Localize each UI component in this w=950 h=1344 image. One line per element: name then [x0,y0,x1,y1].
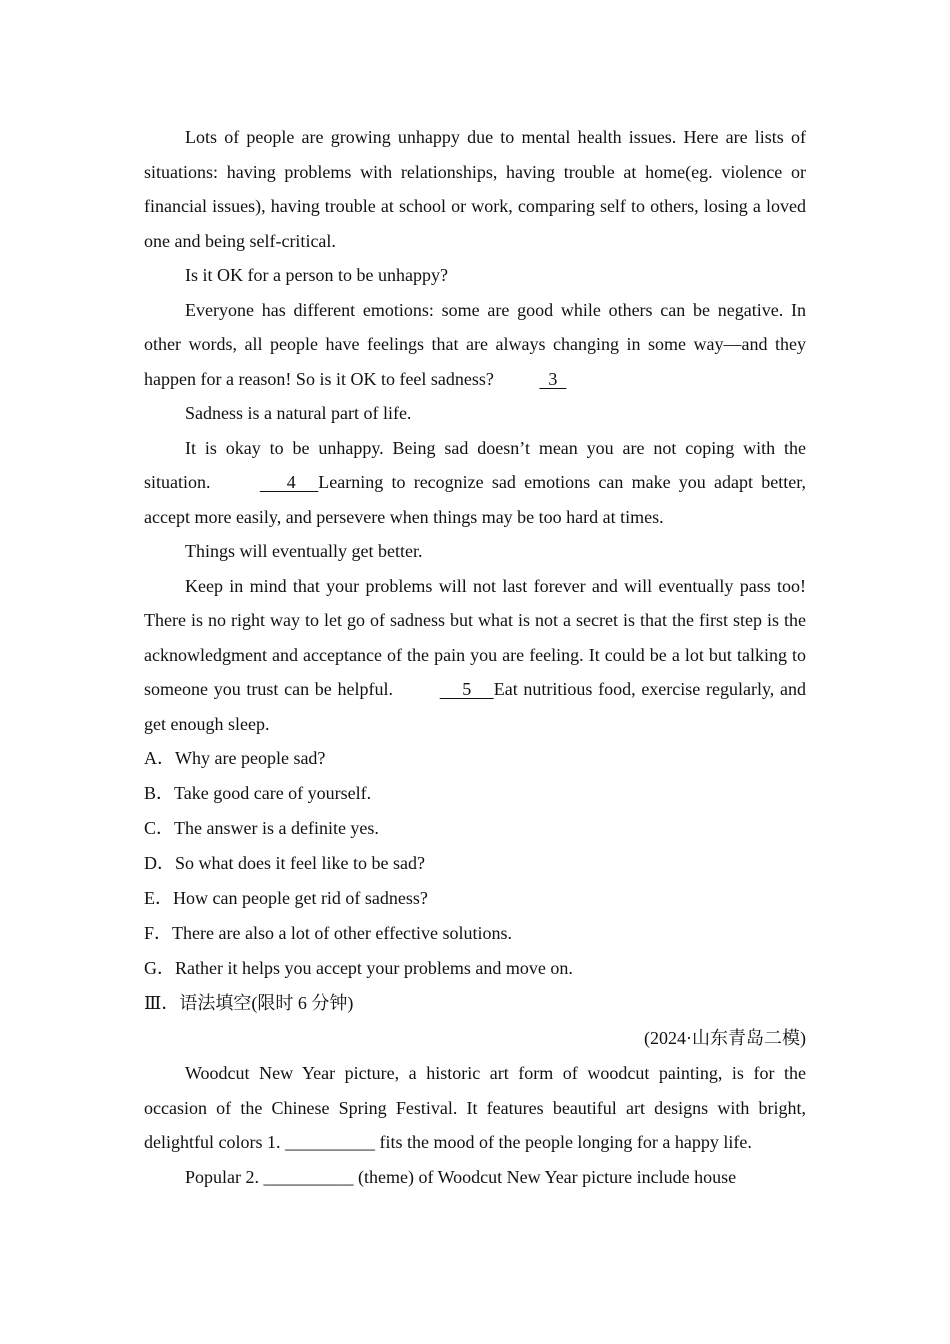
blank-3: 3 [539,368,567,389]
paragraph-woodcut-intro: Woodcut New Year picture, a historic art form of woodcut painting, is for the occasion of the Chinese Spring Festival. It features beautiful art designs with bright, delightful colors 1. __________ fits the mood of the people longing for a happy life. [144,1063,806,1152]
paragraph-okay-unhappy [144,431,806,535]
option-c: C．The answer is a definite yes. [144,818,379,838]
blank-5: 5 [439,679,494,699]
subheading-sadness-natural: Sadness is a natural part of life. [185,403,412,423]
option-a: A．Why are people sad? [144,748,326,768]
option-d: D．So what does it feel like to be sad? [144,853,425,873]
paragraph-woodcut-themes: Popular 2. __________ (theme) of Woodcut New Year picture include house [185,1166,737,1187]
paragraph-keep-in-mind-text-b: Eat nutritious food, exercise regularly, and get enough sleep. [144,679,806,734]
option-e: E．How can people get rid of sadness? [144,888,428,908]
subheading-get-better: Things will eventually get better. [185,541,423,561]
option-g: G．Rather it helps you accept your problems and move on. [144,958,573,978]
paragraph-keep-in-mind [144,569,806,742]
paragraph-okay-unhappy-text-b: Learning to recognize sad emotions can make you adapt better, accept more easily, and persevere when things may be too hard at times. [144,472,807,527]
paragraph-keep-in-mind-text-a: Keep in mind that your problems will not last forever and will eventually pass too! There is no right way to let go of sadness but what is not a secret is that the first step is the acknowledgment and acceptance of the pain you are feeling. It could be a lot but talking to someone you trust can be helpful. [144,575,806,699]
paragraph-intro: Lots of people are growing unhappy due to mental health issues. Here are lists of situations: having problems with relationships, having trouble at home(eg. violence or financial issues), having trouble at school or work, comparing self to others, losing a loved one and being self-critical. [144,127,806,251]
subheading-is-it-ok: Is it OK for a person to be unhappy? [185,265,448,285]
blank-4: 4 [259,472,319,492]
section-source: (2024·山东青岛二模) [644,1028,806,1048]
document-page [144,120,806,1194]
paragraph-emotions [144,293,806,397]
option-b: B．Take good care of yourself. [144,783,372,803]
paragraph-okay-unhappy-text-a: It is okay to be unhappy. Being sad doesn’t mean you are not coping with the situation. [144,437,806,492]
section-title: Ⅲ．语法填空(限时 6 分钟) [144,993,354,1013]
option-f: F．There are also a lot of other effective solutions. [144,923,513,943]
paragraph-emotions-text: Everyone has different emotions: some are good while others can be negative. In other words, all people have feelings that are always changing in some way—and they happen for a reason! So is it OK to feel sadness? [144,299,806,389]
